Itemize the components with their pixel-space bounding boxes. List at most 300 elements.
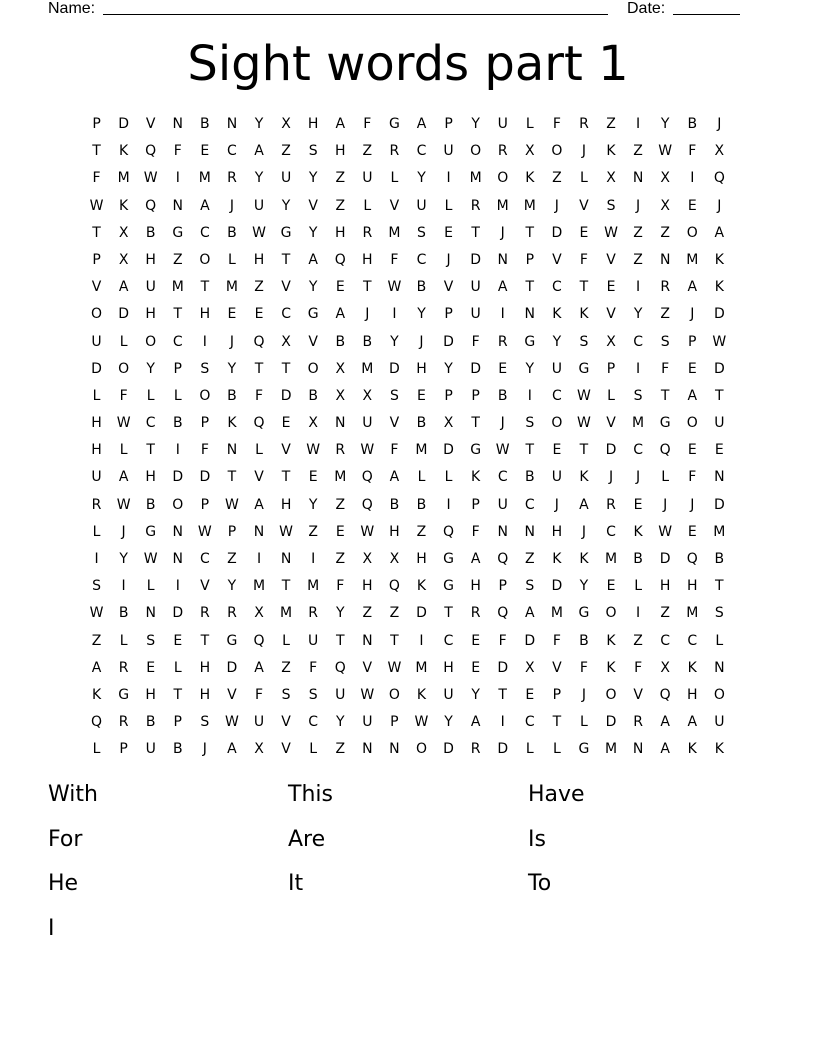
grid-letter: H bbox=[253, 251, 265, 268]
grid-letter: F bbox=[688, 469, 697, 486]
grid-letter: I bbox=[392, 306, 397, 323]
grid-letter: Y bbox=[308, 279, 318, 296]
grid-letter: V bbox=[606, 251, 616, 268]
date-label: Date: bbox=[627, 0, 666, 17]
grid-letter: Y bbox=[417, 306, 426, 323]
grid-letter: I bbox=[500, 714, 505, 731]
grid-letter: P bbox=[444, 306, 453, 323]
grid-letter: D bbox=[713, 360, 725, 377]
word-list-item: Have bbox=[528, 782, 585, 807]
grid-letter: L bbox=[363, 197, 372, 214]
grid-letter: N bbox=[714, 469, 725, 486]
grid-letter: R bbox=[227, 170, 237, 187]
grid-letter: Y bbox=[227, 578, 237, 595]
grid-letter: A bbox=[254, 143, 264, 160]
grid-letter: T bbox=[471, 224, 480, 241]
word-list-item: It bbox=[288, 871, 304, 896]
grid-letter: F bbox=[336, 578, 345, 595]
grid-letter: H bbox=[199, 659, 211, 676]
grid-letter: Q bbox=[388, 578, 400, 595]
grid-letter: E bbox=[606, 279, 616, 296]
grid-letter: L bbox=[580, 170, 588, 187]
grid-letter: Z bbox=[335, 197, 346, 214]
grid-letter: U bbox=[362, 170, 373, 187]
grid-letter: D bbox=[713, 496, 725, 513]
grid-letter: B bbox=[118, 605, 129, 622]
grid-letter: Q bbox=[713, 170, 725, 187]
grid-letter: E bbox=[308, 469, 318, 486]
grid-letter: J bbox=[608, 469, 614, 486]
grid-letter: L bbox=[525, 116, 534, 132]
grid-letter: H bbox=[145, 251, 156, 268]
grid-row bbox=[83, 274, 733, 301]
grid-letter: V bbox=[281, 442, 291, 459]
grid-letter: G bbox=[172, 224, 184, 241]
grid-letter: W bbox=[89, 605, 104, 622]
grid-letter: A bbox=[118, 279, 129, 296]
grid-letter: N bbox=[145, 605, 156, 622]
grid-letter: K bbox=[687, 741, 697, 758]
grid-letter: M bbox=[686, 605, 699, 622]
grid-letter: D bbox=[551, 224, 563, 241]
grid-letter: N bbox=[497, 251, 508, 268]
grid-letter: J bbox=[581, 686, 587, 703]
grid-letter: C bbox=[199, 224, 210, 241]
grid-letter: C bbox=[606, 523, 616, 540]
grid-row bbox=[83, 736, 733, 763]
grid-letter: A bbox=[389, 469, 400, 486]
grid-letter: T bbox=[579, 279, 589, 296]
grid-letter: D bbox=[497, 741, 509, 758]
grid-letter: W bbox=[116, 415, 131, 432]
grid-row bbox=[83, 709, 733, 736]
grid-letter: Q bbox=[145, 197, 157, 214]
grid-letter: H bbox=[362, 578, 373, 595]
grid-letter: F bbox=[634, 659, 643, 676]
grid-letter: F bbox=[363, 116, 372, 132]
grid-letter: R bbox=[227, 605, 237, 622]
grid-letter: W bbox=[387, 659, 402, 676]
grid-letter: U bbox=[470, 306, 481, 323]
grid-letter: N bbox=[280, 551, 292, 567]
grid-letter: T bbox=[444, 605, 453, 622]
grid-letter: N bbox=[335, 415, 346, 432]
grid-letter: B bbox=[308, 387, 318, 404]
grid-letter: H bbox=[551, 523, 563, 540]
grid-letter: Y bbox=[444, 360, 453, 377]
grid-letter: F bbox=[552, 632, 561, 649]
grid-letter: V bbox=[579, 197, 589, 214]
grid-letter: W bbox=[414, 714, 429, 731]
grid-letter: A bbox=[660, 714, 670, 731]
grid-letter: L bbox=[390, 170, 399, 187]
grid-letter: P bbox=[173, 714, 182, 731]
grid-letter: T bbox=[660, 387, 670, 404]
grid-letter: G bbox=[524, 333, 536, 350]
grid-letter: W bbox=[658, 523, 673, 540]
grid-letter: C bbox=[660, 632, 671, 649]
grid-letter: J bbox=[365, 306, 370, 323]
grid-letter: T bbox=[498, 686, 507, 703]
grid-letter: T bbox=[281, 360, 291, 377]
grid-letter: I bbox=[121, 578, 126, 595]
grid-letter: L bbox=[173, 659, 182, 676]
grid-letter: E bbox=[281, 415, 291, 432]
grid-letter: F bbox=[119, 387, 128, 404]
grid-letter: R bbox=[91, 496, 102, 513]
grid-letter: S bbox=[417, 224, 426, 241]
grid-letter: M bbox=[252, 578, 266, 595]
grid-letter: R bbox=[606, 496, 616, 513]
grid-letter: B bbox=[145, 496, 156, 513]
grid-letter: E bbox=[687, 360, 697, 377]
grid-letter: Z bbox=[335, 551, 346, 567]
grid-letter: D bbox=[443, 442, 454, 459]
grid-letter: B bbox=[497, 387, 508, 404]
grid-letter: A bbox=[687, 714, 698, 731]
grid-letter: V bbox=[254, 469, 264, 486]
grid-letter: P bbox=[444, 116, 453, 132]
grid-letter: K bbox=[119, 143, 129, 160]
grid-letter: U bbox=[145, 741, 156, 758]
word-list-item: This bbox=[288, 782, 333, 807]
grid-letter: P bbox=[173, 360, 182, 377]
grid-letter: Q bbox=[334, 251, 346, 268]
grid-letter: E bbox=[200, 143, 210, 160]
grid-letter: V bbox=[552, 659, 562, 676]
word-list-item: Are bbox=[288, 826, 326, 852]
grid-letter: S bbox=[714, 605, 724, 622]
grid-letter: U bbox=[362, 714, 373, 731]
grid-row bbox=[83, 437, 733, 464]
grid-letter: B bbox=[172, 415, 183, 432]
grid-letter: E bbox=[552, 442, 562, 459]
page-title: Sight words part 1 bbox=[187, 36, 629, 92]
grid-letter: C bbox=[551, 279, 562, 296]
grid-letter: M bbox=[171, 279, 184, 296]
grid-letter: E bbox=[173, 632, 183, 649]
grid-letter: Q bbox=[659, 442, 671, 459]
grid-letter: J bbox=[690, 496, 695, 513]
grid-letter: Y bbox=[335, 605, 345, 622]
grid-letter: D bbox=[91, 360, 102, 377]
grid-row bbox=[83, 329, 733, 356]
grid-letter: S bbox=[281, 686, 291, 703]
grid-letter: I bbox=[446, 170, 451, 187]
grid-letter: E bbox=[417, 387, 426, 404]
grid-letter: X bbox=[606, 170, 616, 187]
grid-letter: K bbox=[714, 279, 724, 296]
grid-letter: E bbox=[227, 306, 237, 323]
grid-letter: C bbox=[687, 632, 698, 649]
grid-letter: L bbox=[282, 632, 290, 649]
grid-letter: Y bbox=[525, 360, 535, 377]
grid-letter: M bbox=[632, 415, 645, 432]
grid-letter: V bbox=[606, 415, 616, 432]
grid-letter: O bbox=[388, 686, 400, 703]
grid-row bbox=[83, 383, 733, 410]
grid-letter: Z bbox=[362, 605, 373, 622]
grid-letter: N bbox=[524, 306, 536, 323]
grid-letter: W bbox=[197, 523, 212, 540]
grid-letter: E bbox=[254, 306, 264, 323]
grid-letter: I bbox=[419, 632, 424, 649]
grid-letter: J bbox=[229, 333, 234, 350]
grid-letter: N bbox=[253, 523, 265, 540]
grid-letter: H bbox=[145, 306, 156, 323]
grid-letter: D bbox=[551, 578, 563, 595]
grid-letter: A bbox=[660, 741, 670, 758]
grid-row bbox=[83, 193, 733, 220]
grid-letter: U bbox=[253, 714, 265, 731]
grid-letter: C bbox=[281, 306, 291, 323]
grid-letter: Y bbox=[227, 360, 237, 377]
grid-letter: V bbox=[281, 714, 291, 731]
grid-letter: Z bbox=[91, 632, 102, 649]
grid-letter: B bbox=[579, 632, 589, 649]
grid-letter: L bbox=[119, 632, 128, 649]
grid-letter: U bbox=[335, 686, 346, 703]
grid-row bbox=[83, 492, 733, 519]
grid-letter: T bbox=[281, 578, 291, 595]
grid-letter: T bbox=[525, 442, 535, 459]
grid-letter: N bbox=[362, 741, 373, 758]
grid-letter: F bbox=[661, 360, 670, 377]
grid-letter: T bbox=[254, 360, 264, 377]
grid-letter: C bbox=[416, 251, 427, 268]
grid-letter: B bbox=[389, 496, 400, 513]
grid-letter: H bbox=[686, 578, 698, 595]
grid-letter: U bbox=[551, 469, 562, 486]
grid-letter: M bbox=[307, 578, 320, 595]
grid-letter: D bbox=[470, 251, 482, 268]
grid-letter: J bbox=[500, 415, 505, 432]
grid-letter: A bbox=[470, 714, 481, 731]
grid-letter: Q bbox=[497, 605, 509, 622]
grid-letter: Z bbox=[335, 741, 346, 758]
grid-letter: V bbox=[91, 279, 102, 296]
grid-letter: V bbox=[308, 197, 318, 214]
grid-letter: S bbox=[606, 197, 616, 214]
grid-letter: L bbox=[146, 578, 155, 595]
grid-letter: G bbox=[118, 686, 130, 703]
grid-letter: T bbox=[146, 442, 155, 459]
grid-letter: D bbox=[605, 442, 617, 459]
grid-letter: M bbox=[604, 551, 618, 567]
grid-letter: M bbox=[225, 279, 238, 296]
grid-letter: T bbox=[390, 632, 399, 649]
grid-letter: T bbox=[525, 224, 535, 241]
grid-letter: M bbox=[117, 170, 130, 187]
grid-letter: M bbox=[415, 442, 428, 459]
grid-letter: Q bbox=[686, 551, 698, 567]
grid-letter: Q bbox=[361, 469, 373, 486]
grid-letter: E bbox=[498, 360, 508, 377]
grid-letter: Z bbox=[633, 143, 643, 160]
grid-letter: M bbox=[523, 197, 536, 214]
grid-letter: M bbox=[604, 741, 618, 758]
grid-letter: V bbox=[606, 306, 616, 323]
grid-letter: E bbox=[714, 442, 724, 459]
grid-letter: J bbox=[636, 197, 641, 214]
grid-letter: E bbox=[471, 659, 481, 676]
grid-letter: M bbox=[388, 224, 401, 241]
grid-letter: U bbox=[497, 116, 508, 132]
grid-letter: G bbox=[578, 360, 590, 377]
grid-letter: O bbox=[145, 333, 157, 350]
grid-letter: Z bbox=[281, 659, 291, 676]
grid-letter: R bbox=[497, 333, 508, 350]
grid-letter: X bbox=[281, 116, 291, 132]
grid-letter: P bbox=[498, 578, 507, 595]
grid-letter: Y bbox=[471, 116, 480, 132]
grid-letter: N bbox=[172, 197, 184, 214]
grid-letter: L bbox=[173, 387, 182, 404]
grid-letter: V bbox=[281, 741, 291, 758]
grid-letter: P bbox=[471, 387, 480, 404]
grid-letter: Z bbox=[660, 306, 670, 323]
grid-letter: O bbox=[551, 143, 563, 160]
word-list-item: I bbox=[48, 915, 55, 941]
grid-letter: D bbox=[172, 469, 184, 486]
grid-letter: S bbox=[525, 415, 535, 432]
grid-letter: A bbox=[118, 469, 129, 486]
grid-letter: R bbox=[579, 116, 589, 132]
grid-letter: I bbox=[175, 442, 180, 459]
grid-letter: G bbox=[578, 605, 590, 622]
grid-letter: Z bbox=[389, 605, 400, 622]
grid-letter: A bbox=[335, 306, 346, 323]
grid-letter: L bbox=[444, 197, 453, 214]
grid-letter: U bbox=[145, 279, 156, 296]
grid-letter: B bbox=[145, 714, 156, 731]
grid-letter: V bbox=[200, 578, 210, 595]
grid-letter: F bbox=[471, 523, 480, 540]
grid-letter: V bbox=[389, 197, 400, 214]
grid-letter: A bbox=[525, 605, 535, 622]
grid-letter: T bbox=[200, 632, 210, 649]
grid-letter: O bbox=[118, 360, 130, 377]
grid-letter: D bbox=[443, 741, 454, 758]
grid-letter: D bbox=[172, 605, 184, 622]
grid-letter: X bbox=[714, 143, 725, 160]
grid-row bbox=[83, 682, 733, 709]
grid-letter: K bbox=[714, 251, 724, 268]
grid-letter: O bbox=[307, 360, 319, 377]
grid-letter: G bbox=[307, 306, 319, 323]
grid-letter: L bbox=[92, 387, 101, 404]
grid-letter: N bbox=[172, 116, 184, 132]
grid-letter: B bbox=[145, 224, 156, 241]
grid-letter: D bbox=[497, 659, 509, 676]
grid-letter: O bbox=[415, 741, 427, 758]
grid-letter: Z bbox=[308, 523, 318, 540]
grid-letter: I bbox=[94, 551, 99, 567]
grid-letter: B bbox=[335, 333, 346, 350]
grid-letter: P bbox=[92, 251, 101, 268]
grid-letter: K bbox=[579, 306, 589, 323]
grid-letter: X bbox=[118, 251, 129, 268]
grid-letter: Q bbox=[334, 659, 346, 676]
grid-letter: J bbox=[581, 523, 587, 540]
date-blank-line bbox=[673, 14, 740, 15]
grid-letter: X bbox=[254, 605, 264, 622]
grid-letter: N bbox=[172, 551, 184, 567]
grid-letter: Y bbox=[660, 116, 670, 132]
grid-letter: N bbox=[226, 442, 238, 459]
grid-letter: L bbox=[255, 442, 263, 459]
grid-letter: E bbox=[335, 523, 345, 540]
grid-letter: K bbox=[227, 415, 237, 432]
grid-letter: R bbox=[470, 741, 481, 758]
grid-letter: W bbox=[143, 170, 158, 187]
grid-letter: B bbox=[633, 551, 643, 567]
grid-letter: U bbox=[714, 714, 725, 731]
grid-letter: R bbox=[633, 714, 643, 731]
grid-letter: F bbox=[579, 251, 588, 268]
grid-letter: N bbox=[632, 170, 644, 187]
grid-row bbox=[83, 165, 733, 192]
word-list-item: He bbox=[48, 871, 79, 896]
grid-letter: Y bbox=[633, 306, 643, 323]
grid-letter: U bbox=[470, 279, 481, 296]
word-list-item: Is bbox=[528, 826, 546, 852]
grid-letter: F bbox=[390, 442, 399, 459]
name-label: Name: bbox=[48, 0, 96, 17]
grid-letter: L bbox=[309, 741, 318, 758]
grid-letter: W bbox=[577, 387, 591, 404]
grid-letter: K bbox=[416, 686, 427, 703]
grid-letter: R bbox=[308, 605, 319, 622]
grid-letter: S bbox=[308, 686, 318, 703]
grid-letter: A bbox=[687, 279, 698, 296]
grid-letter: E bbox=[471, 632, 481, 649]
grid-letter: C bbox=[227, 143, 237, 160]
grid-letter: P bbox=[606, 360, 616, 377]
grid-letter: C bbox=[633, 333, 643, 350]
grid-letter: R bbox=[118, 659, 129, 676]
grid-letter: Q bbox=[253, 415, 265, 432]
grid-letter: V bbox=[443, 279, 454, 296]
grid-letter: E bbox=[687, 442, 697, 459]
grid-letter: F bbox=[254, 387, 264, 404]
grid-letter: V bbox=[633, 686, 643, 703]
grid-letter: Y bbox=[308, 170, 318, 187]
grid-letter: P bbox=[471, 496, 480, 513]
grid-letter: P bbox=[227, 523, 237, 540]
grid-letter: C bbox=[199, 551, 210, 567]
grid-letter: F bbox=[173, 143, 182, 160]
grid-letter: R bbox=[389, 143, 400, 160]
grid-letter: K bbox=[714, 741, 724, 758]
grid-letter: N bbox=[659, 251, 671, 268]
grid-letter: O bbox=[605, 605, 617, 622]
grid-letter: X bbox=[335, 387, 346, 404]
grid-letter: H bbox=[443, 659, 454, 676]
grid-letter: T bbox=[335, 632, 345, 649]
grid-letter: Z bbox=[524, 551, 535, 567]
grid-letter: X bbox=[335, 360, 346, 377]
grid-letter: Z bbox=[335, 496, 346, 513]
grid-letter: H bbox=[145, 469, 156, 486]
grid-letter: H bbox=[334, 224, 346, 241]
grid-letter: F bbox=[254, 686, 264, 703]
grid-letter: K bbox=[633, 523, 643, 540]
grid-letter: O bbox=[199, 387, 211, 404]
grid-row bbox=[83, 356, 733, 383]
grid-letter: D bbox=[416, 605, 427, 622]
grid-letter: P bbox=[444, 387, 453, 404]
